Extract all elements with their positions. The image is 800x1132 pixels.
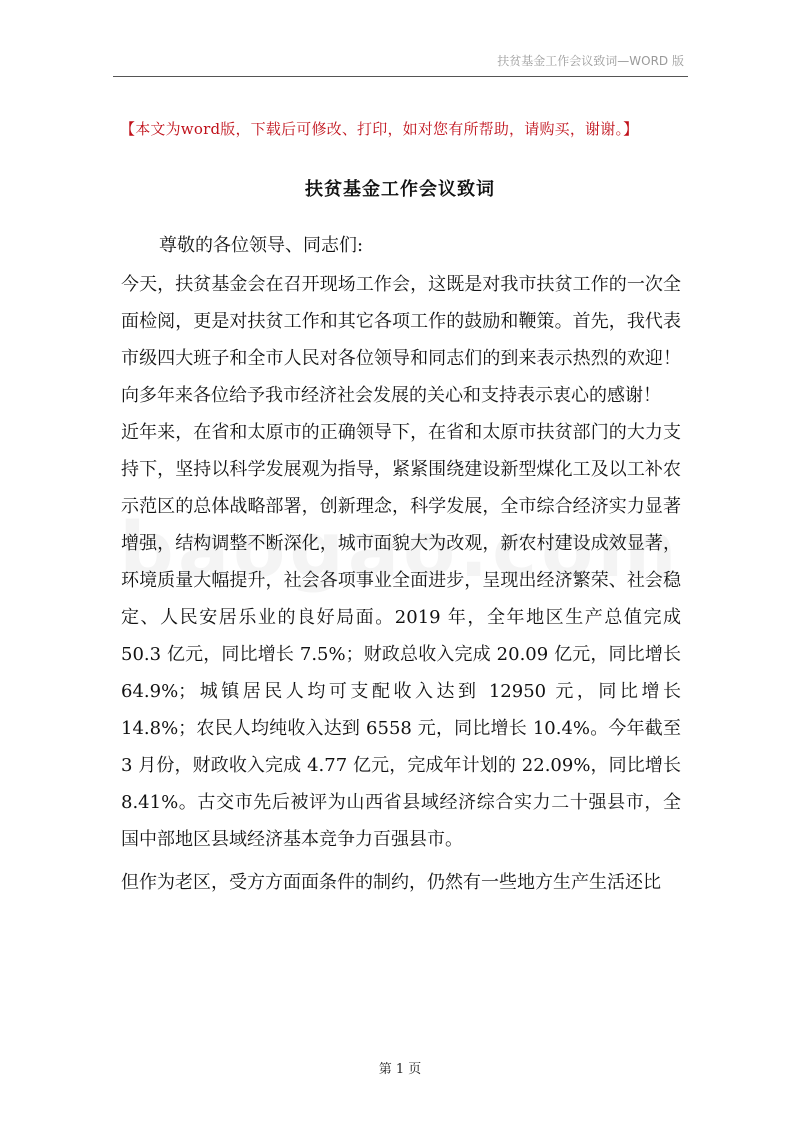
- document-title: 扶贫基金工作会议致词: [305, 179, 495, 200]
- running-header: 扶贫基金工作会议致词—WORD 版: [497, 54, 684, 68]
- header-divider: [113, 76, 688, 77]
- purchase-notice: 【本文为word版，下载后可修改、打印，如对您有所帮助，请购买，谢谢。】: [120, 120, 639, 138]
- paragraph-challenges: 但作为老区，受方方面面条件的制约，仍然有一些地方生产生活还比: [121, 872, 661, 893]
- document-body: [121, 227, 681, 901]
- page-number: 第 1 页: [378, 1062, 422, 1077]
- paragraph-achievements: 近年来，在省和太原市的正确领导下，在省和太原市扶贫部门的大力支持下，坚持以科学发展观为指导，紧紧围绕建设新型煤化工及以工补农示范区的总体战略部署，创新理念，科学发展，全市综合经济实力显著增强，结构调整不断深化，城市面貌大为改观，新农村建设成效显著，环境质量大幅提升，社会各项事业全面进步，呈现出经济繁荣、社会稳定、人民安居乐业的良好局面。2019 年，全年地区生产总值完成 50.3 亿元，同比增长 7.5%；财政总收入完成 20.09 亿元，同比增长 64.9%；城镇居民人均可支配收入达到 12950 元，同比增长 14.8%；农民人均纯收入达到 6558 元，同比增长 10.4%。今年截至 3 月份，财政收入完成 4.77 亿元，完成年计划的 22.09%，同比增长 8.41%。古交市先后被评为山西省县域经济综合实力二十强县市，全国中部地区县域经济基本竞争力百强县市。: [121, 422, 681, 850]
- paragraph-welcome: 今天，扶贫基金会在召开现场工作会，这既是对我市扶贫工作的一次全面检阅，更是对扶贫工作和其它各项工作的鼓励和鞭策。首先，我代表市级四大班子和全市人民对各位领导和同志们的到来表示热烈的欢迎！向多年来各位给予我市经济社会发展的关心和支持表示衷心的感谢！: [121, 274, 681, 406]
- salutation: 尊敬的各位领导、同志们:: [159, 235, 364, 256]
